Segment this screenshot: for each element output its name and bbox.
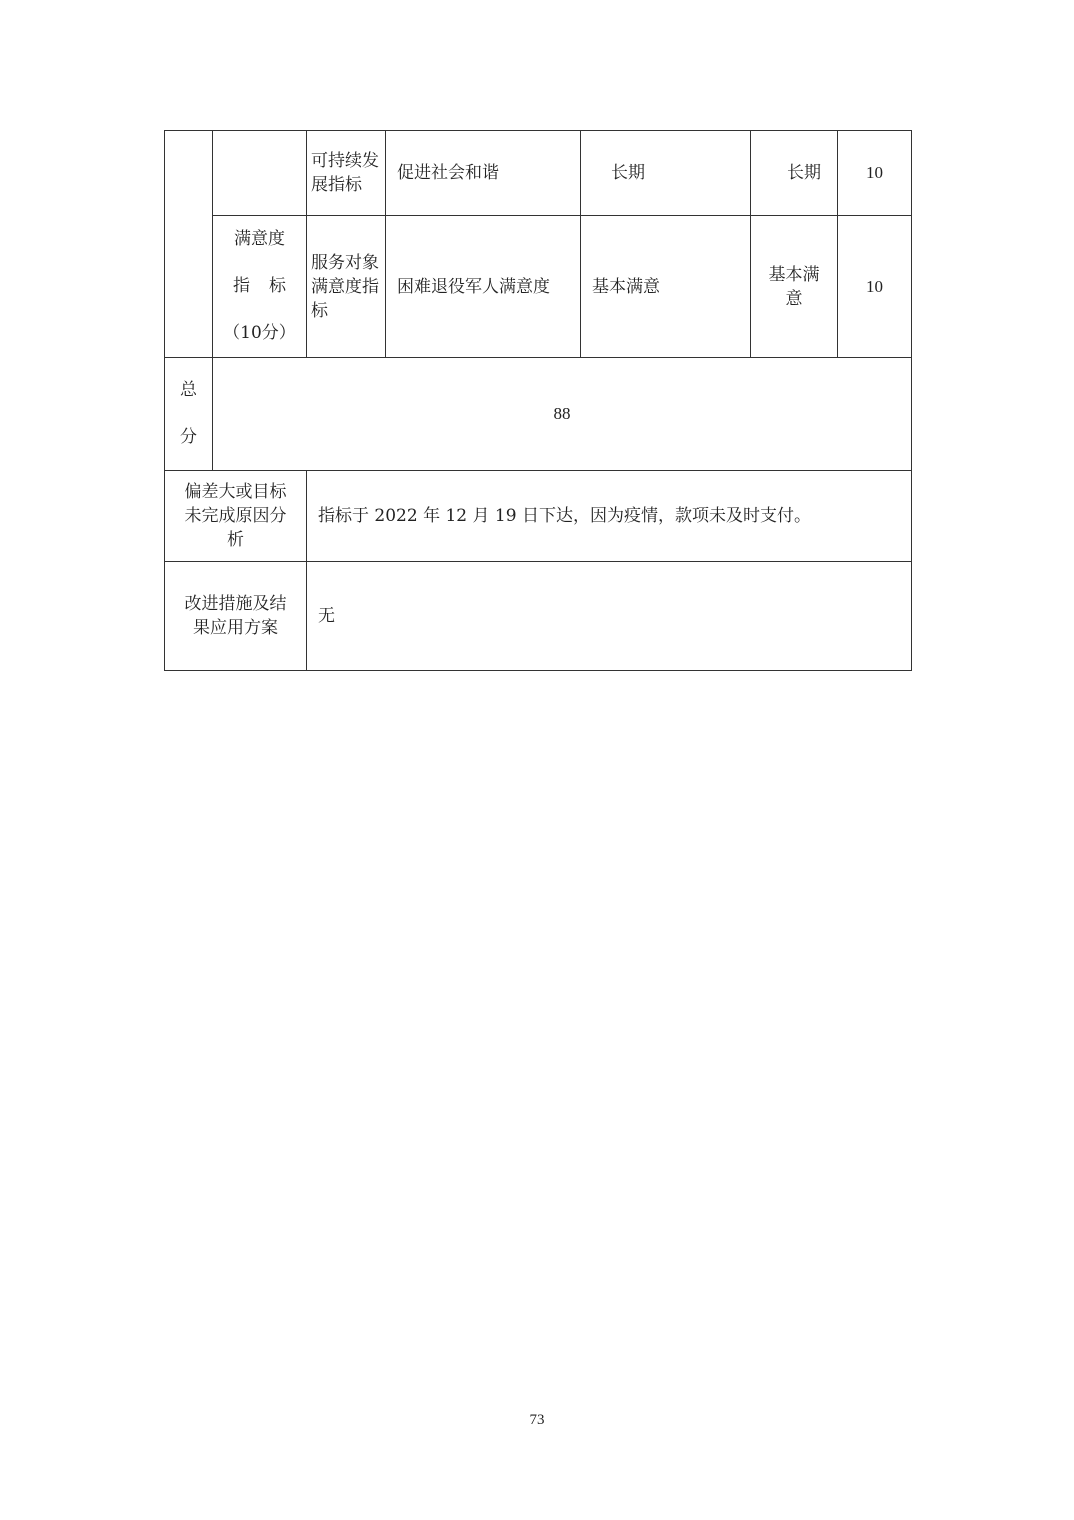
category-line-2 xyxy=(213,263,306,310)
deviation-row xyxy=(165,471,912,562)
category-line-1: 满意度 xyxy=(234,229,285,249)
third-level-category-cell: 服务对象满意度指标 xyxy=(307,216,386,358)
improvement-row xyxy=(165,562,912,671)
table-row xyxy=(165,216,912,358)
total-label-2: 分 xyxy=(180,427,197,447)
page-number: 73 xyxy=(529,1412,545,1428)
deviation-label-cell: 偏差大或目标未完成原因分析 xyxy=(165,471,307,562)
improvement-text-cell: 无 xyxy=(307,562,912,671)
total-row xyxy=(165,358,912,471)
second-level-category-cell xyxy=(213,131,307,216)
first-level-category-cell xyxy=(165,131,213,358)
category-line-3: （10分） xyxy=(223,323,296,343)
table-row xyxy=(165,131,912,216)
deviation-text-cell: 指标于 2022 年 12 月 19 日下达，因为疫情，款项未及时支付。 xyxy=(307,471,912,562)
third-level-category-cell: 可持续发展指标 xyxy=(307,131,386,216)
improvement-label-cell: 改进措施及结果应用方案 xyxy=(165,562,307,671)
total-label-1: 总 xyxy=(180,380,197,400)
score-cell: 10 xyxy=(838,216,912,358)
category-char-a: 指 xyxy=(233,276,250,296)
total-score-value: 88 xyxy=(213,358,912,471)
satisfaction-category-cell xyxy=(213,216,307,358)
target-value-cell: 基本满意 xyxy=(581,216,751,358)
performance-table xyxy=(164,130,912,671)
target-value-cell: 长期 xyxy=(581,131,751,216)
total-label-cell xyxy=(165,358,213,471)
score-cell: 10 xyxy=(838,131,912,216)
indicator-cell: 促进社会和谐 xyxy=(386,131,581,216)
category-char-b: 标 xyxy=(269,276,286,296)
actual-value-cell: 长期 xyxy=(751,131,838,216)
actual-value-cell: 基本满意 xyxy=(751,216,838,358)
indicator-cell: 困难退役军人满意度 xyxy=(386,216,581,358)
